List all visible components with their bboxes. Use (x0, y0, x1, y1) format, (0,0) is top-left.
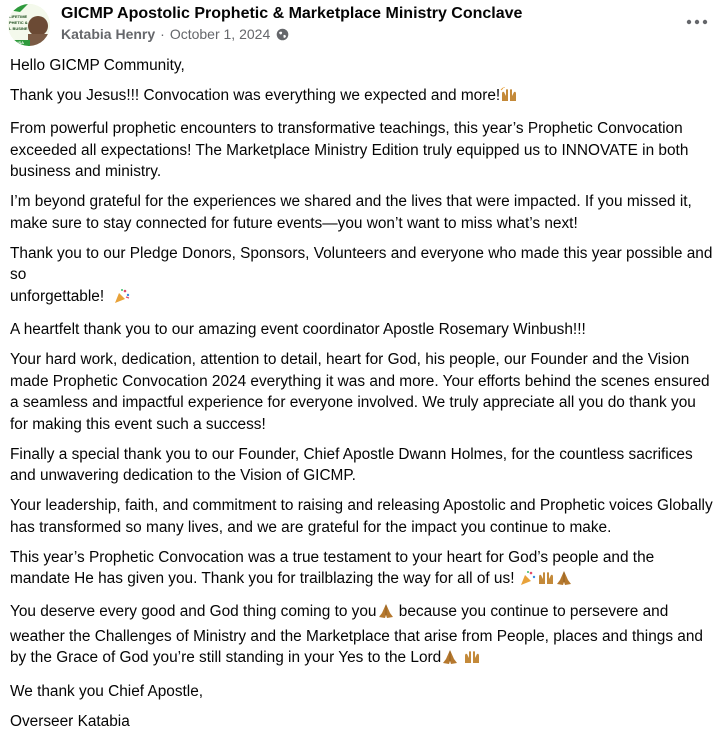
raising-hands-emoji (500, 87, 518, 110)
more-options-icon (686, 19, 708, 25)
group-name-link[interactable]: GICMP Apostolic Prophetic & Marketplace Ministry Conclave (61, 5, 523, 22)
paragraph-signature: Overseer Katabia (10, 712, 130, 730)
paragraph-text: This year’s Prophetic Convocation was a true testament to your heart for God’s people and the mandate He has given you. Thank you for trailblazing the way for all of us! (10, 548, 655, 588)
paragraph-text: Thank you to our Pledge Donors, Sponsors, Volunteers and everyone who made this year possible and so (10, 244, 713, 284)
raising-hands-emoji (537, 570, 555, 593)
paragraph-founder: Finally a special thank you to our Founder, Chief Apostle Dwann Holmes, for the countless sacrifices and unwavering dedication to the Vision of GICMP. (10, 445, 693, 485)
paragraph-text: Thank you Jesus!!! Convocation was everything we expected and more! (10, 87, 501, 105)
paragraph-grateful: I’m beyond grateful for the experiences we shared and the lives that were impacted. If you missed it, make sure to stay connected for future events—you won’t want to miss what’s next! (10, 193, 692, 232)
more-options-button[interactable] (680, 10, 714, 34)
party-popper-emoji (113, 288, 131, 311)
avatar-text-4: UP USA (9, 40, 25, 45)
folded-hands-emoji (377, 603, 395, 626)
meta-separator: · (160, 26, 165, 42)
party-popper-emoji (519, 570, 537, 593)
post-body (10, 55, 716, 741)
paragraph-thanks-jesus (10, 85, 716, 110)
paragraph-text: because you continue to persevere and weather the Challenges of Ministry and the Marketplace that arise from People, places and things and by the Grace of God you’re still standing in your Yes to the Lord (10, 603, 703, 667)
paragraph-donors (10, 243, 716, 311)
paragraph-testament (10, 547, 716, 593)
paragraph-you-deserve (10, 601, 716, 672)
author-link[interactable]: Katabia Henry (61, 26, 156, 42)
paragraph-hard-work: Your hard work, dedication, attention to detail, heart for God, his people, our Founder and the Vision made Prophetic Convocation 2024 everything it was and more. Your efforts behind the scenes ensured a seamless and impactful experience for everyone involved. We truly appreciate all you do thank you for making this event such a success! (10, 351, 710, 433)
globe-icon[interactable] (276, 28, 289, 41)
post-date-link[interactable]: October 1, 2024 (169, 26, 271, 42)
paragraph-convocation: From powerful prophetic encounters to transformative teachings, this year’s Prophetic Convocation exceeded all expectations! The Marketplace Ministry Edition truly equipped us to INNOVATE in both business and ministry. (10, 120, 689, 181)
group-avatar[interactable] (8, 4, 50, 46)
paragraph-closing: We thank you Chief Apostle, (10, 682, 204, 700)
raising-hands-emoji (463, 649, 481, 672)
paragraph-text: unforgettable! (10, 287, 105, 305)
paragraph-text: You deserve every good and God thing coming to you (10, 603, 377, 621)
paragraph-leadership: Your leadership, faith, and commitment to raising and releasing Apostolic and Prophetic voices Globally has transformed so many lives, and we are grateful for the impact you continue to make. (10, 497, 713, 536)
post-meta (61, 26, 289, 42)
paragraph-greeting: Hello GICMP Community, (10, 57, 185, 74)
avatar-image (8, 4, 50, 46)
post-header (0, 0, 724, 50)
paragraph-coordinator: A heartfelt thank you to our amazing event coordinator Apostle Rosemary Winbush!!! (10, 320, 586, 338)
avatar-text-1: LIFETIME (9, 14, 28, 19)
avatar-text-2: PHETIC & (9, 20, 28, 25)
folded-hands-emoji (441, 649, 459, 672)
folded-hands-emoji (555, 570, 573, 593)
avatar-text-3: L BUSINE (9, 26, 28, 31)
